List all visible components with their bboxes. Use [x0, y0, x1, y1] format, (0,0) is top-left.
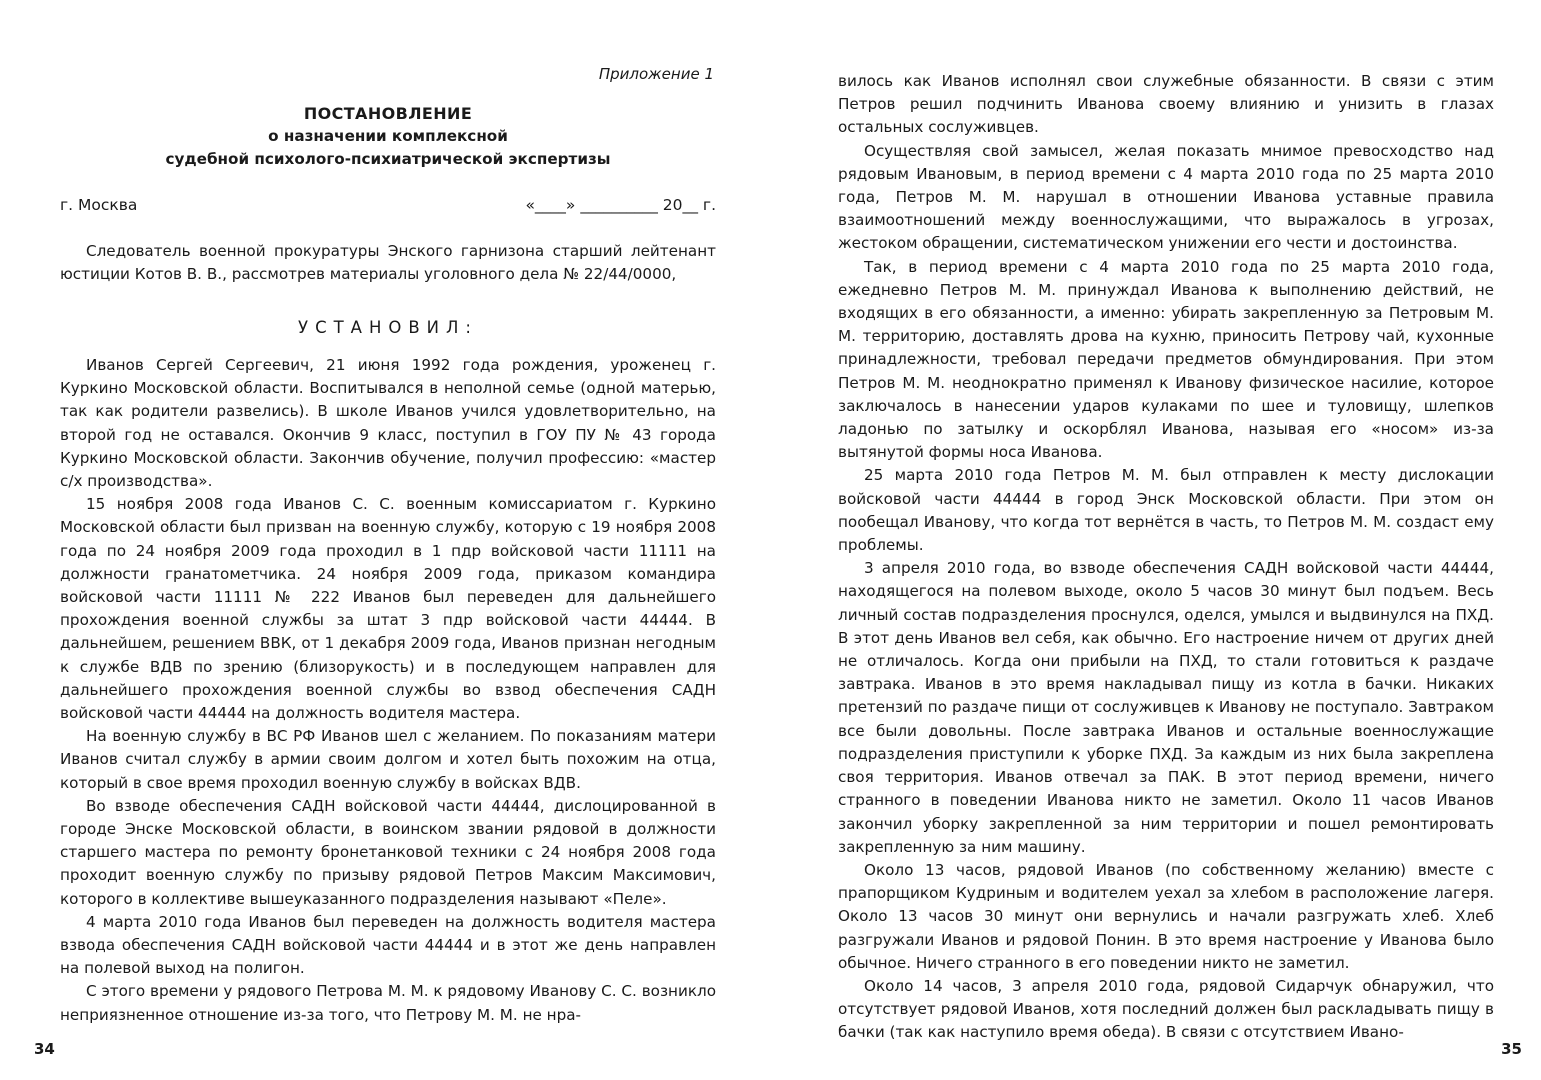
- left-page: [34, 0, 716, 1080]
- right-body-text: [838, 70, 1494, 1045]
- paragraph: Около 14 часов, 3 апреля 2010 года, рядовой Сидарчук обнаружил, что отсутствует рядовой Иванов, хотя последний должен был раскладывать пищу в бачки (так как наступило время обеда). В связи с отсутствием Ивано-: [838, 976, 1494, 1042]
- paragraph: Около 13 часов, рядовой Иванов (по собственному желанию) вместе с прапорщиком Кудриным и водителем уехал за хлебом в расположение лагеря. Около 13 часов 30 минут они вернулись и начали разгружать хлеб. Хлеб разгружали Иванов и рядовой Понин. В это время настроение у Иванова было обычное. Ничего странного в его поведении никто не заметил.: [838, 860, 1494, 972]
- paragraph: 3 апреля 2010 года, во взводе обеспечения САДН войсковой части 44444, находящегося на полевом выходе, около 5 часов 30 минут был подъем. Весь личный состав подразделения проснулся, оделся, умылся и выдвинулся на ПХД. В этот день Иванов вел себя, как обычно. Его настроение ничем от других дней не отличалось. Когда они прибыли на ПХД, то стали готовиться к раздаче завтрака. Иванов в это время накладывал пищу из котла в бачки. Никаких претензий по раздаче пищи от сослуживцев к Иванову не поступало. Завтраком все были довольны. После завтрака Иванов и остальные военнослужащие подразделения приступили к уборке ПХД. За каждым из них была закреплена своя территория. Иванов отвечал за ПАК. В этот период времени, ничего странного в поведении Иванова никто не заметил. Около 11 часов Иванов закончил уборку закрепленной за ним территории и пошел ремонтировать закрепленную за ним машину.: [838, 559, 1494, 856]
- paragraph: На военную службу в ВС РФ Иванов шел с желанием. По показаниям матери Иванов считал службу в армии своим долгом и хотел быть похожим на отца, который в свое время проходил военную службу в войсках ВДВ.: [60, 727, 716, 792]
- paragraph-continued: вилось как Иванов исполнял свои служебные обязанности. В связи с этим Петров решил подчинить Иванова своему влиянию и унизить в глазах остальных сослуживцев.: [838, 72, 1494, 137]
- place-date-line: [60, 196, 716, 220]
- left-body-text: [60, 354, 716, 1027]
- paragraph: Так, в период времени с 4 марта 2010 года по 25 марта 2010 года, ежедневно Петров М. М. принуждал Иванова к выполнению действий, не входящих в его обязанности, а именно: убирать закрепленную за Петровым М. М. территорию, доставлять дрова на кухню, приносить Петрову чай, кухонные принадлежности, требовал передачи предметов обмундирования. При этом Петров М. М. неоднократно применял к Иванову физическое насилие, которое заключалось в нанесении ударов кулаками по шее и туловищу, шлепков ладонью по затылку и оскорблял Иванова, называя его «носом» из-за вытянутой формы носа Иванова.: [838, 257, 1494, 462]
- intro-paragraph: [60, 240, 716, 286]
- date-placeholder: «____» __________ 20__ г.: [525, 196, 716, 214]
- section-heading: УСТАНОВИЛ:: [298, 318, 478, 337]
- document-subtitle-line-2: судебной психолого-психиатрической экспертизы: [165, 150, 611, 168]
- right-page: [838, 0, 1522, 1080]
- paragraph: С этого времени у рядового Петрова М. М. к рядовому Иванову С. С. возникло неприязненное отношение из-за того, что Петрову М. М. не нра-: [60, 982, 716, 1024]
- intro-text: Следователь военной прокуратуры Энского гарнизона старший лейтенант юстиции Котов В. В., рассмотрев материалы уголовного дела № 22/44/0000,: [60, 242, 716, 284]
- paragraph: 4 марта 2010 года Иванов был переведен на должность водителя мастера взвода обеспечения САДН войсковой части 44444 и в этот же день направлен на полевой выход на полигон.: [60, 912, 716, 978]
- page-number-left: 34: [34, 1040, 55, 1058]
- appendix-label: Приложение 1: [598, 65, 714, 83]
- page-number-right: 35: [1501, 1040, 1522, 1058]
- paragraph: Осуществляя свой замысел, желая показать мнимое превосходство над рядовым Ивановым, в период времени с 4 марта 2010 года по 25 марта 2010 года, Петров М. М. нарушал в отношении Иванова уставные правила взаимоотношений между военнослужащими, что выражалось в угрозах, жестоком обращении, систематическом унижении его чести и достоинства.: [838, 141, 1494, 253]
- paragraph: Во взводе обеспечения САДН войсковой части 44444, дислоцированной в городе Энске Московской области, в воинском звании рядовой в должности старшего мастера по ремонту бронетанковой техники с 24 ноября 2008 года проходит военную службу по призыву рядовой Петров Максим Максимович, которого в коллективе вышеуказанного подразделения называют «Пеле».: [60, 796, 716, 908]
- paragraph: Иванов Сергей Сергеевич, 21 июня 1992 года рождения, уроженец г. Куркино Московской области. Воспитывался в неполной семье (одной матерью, так как родители развелись). В школе Иванов учился удовлетворительно, на второй год не оставался. Окончив 9 класс, поступил в ГОУ ПУ № 43 города Куркино Московской области. Закончив обучение, получил профессию: «мастер с/х производства».: [60, 356, 716, 491]
- city: г. Москва: [60, 196, 138, 214]
- paragraph: 15 ноября 2008 года Иванов С. С. военным комиссариатом г. Куркино Московской области был призван на военную службу, которую с 19 ноября 2008 года по 24 ноября 2009 года проходил в 1 пдр войсковой части 11111 на должности гранатометчика. 24 ноября 2009 года, приказом командира войсковой части 11111 № 222 Иванов был переведен для дальнейшего прохождения военной службы за штат 3 пдр войсковой части 44444. В дальнейшем, решением ВВК, от 1 декабря 2009 года, Иванов признан негодным к службе ВДВ по зрению (близорукость) и в последующем направлен для дальнейшего прохождения военной службы во взвод обеспечения САДН войсковой части 44444 на должность водителя мастера.: [60, 495, 716, 723]
- document-title: ПОСТАНОВЛЕНИЕ: [303, 104, 473, 123]
- document-subtitle-line-1: о назначении комплексной: [268, 127, 508, 145]
- paragraph: 25 марта 2010 года Петров М. М. был отправлен к месту дислокации войсковой части 44444 в город Энск Московской области. При этом он пообещал Иванову, что когда тот вернётся в часть, то Петров М. М. создаст ему проблемы.: [838, 466, 1494, 555]
- document-title-block: [60, 103, 716, 171]
